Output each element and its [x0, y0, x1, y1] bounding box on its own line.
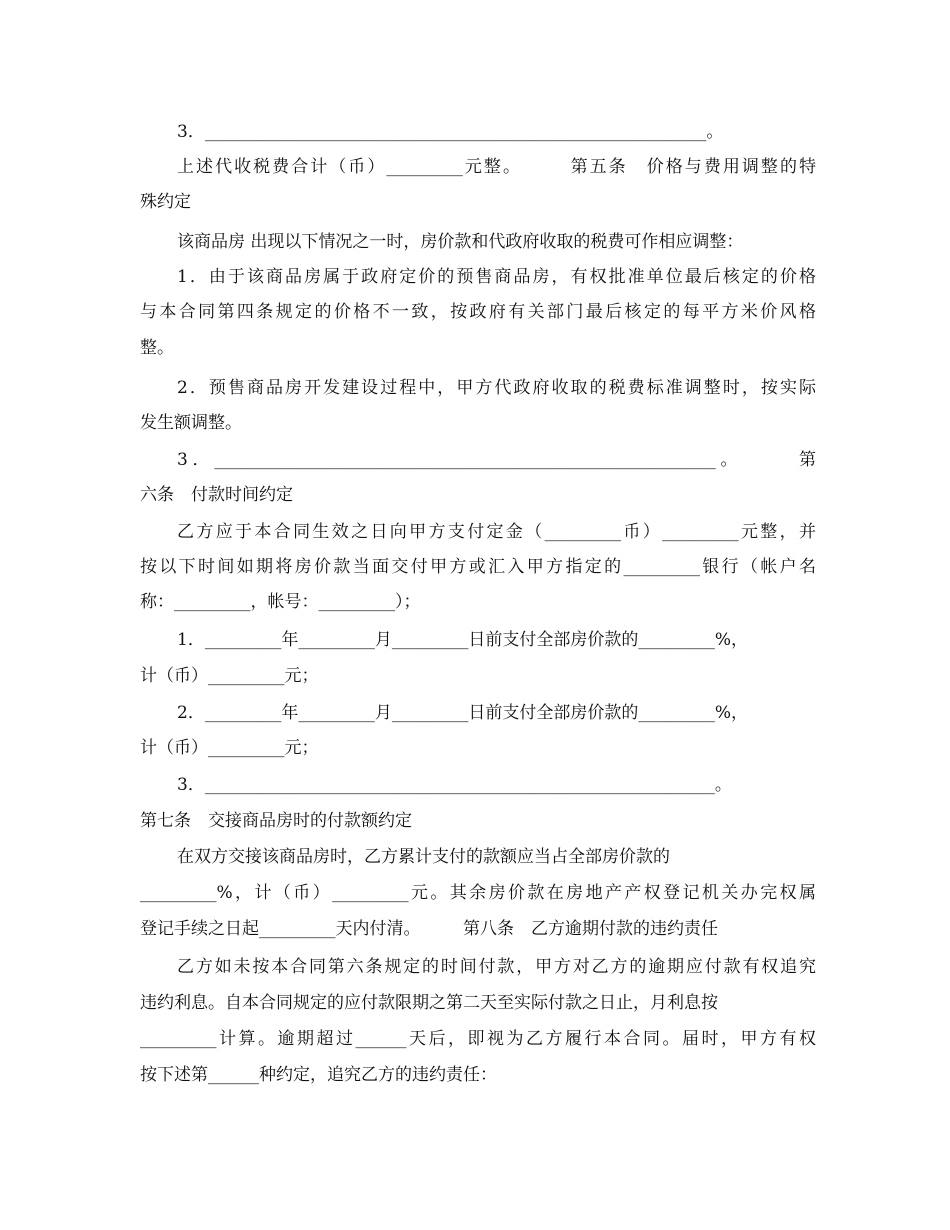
handover-line-2: _________%，计（币）_________元。其余房价款在房地产产权登记机关办完权属: [140, 883, 816, 903]
tax-total-line: 上述代收税费合计（币）_________元整。 第五条 价格与费用调整的特: [177, 157, 816, 177]
adjust-item-1-line-1: 1．由于该商品房属于政府定价的预售商品房，有权批准单位最后核定的价格: [177, 267, 816, 287]
payment-item-2-line-2: 计（币）_________元；: [140, 738, 319, 758]
payment-item-1-line-1: 1．_________年_________月_________日前支付全部房价款的_________%，: [177, 630, 748, 650]
payment-item-2-line-1: 2．_________年_________月_________日前支付全部房价款的_________%，: [177, 703, 748, 723]
adjust-item-1-line-2: 与本合同第四条规定的价格不一致，按政府有关部门最后核定的每平方米价风格: [140, 302, 816, 322]
item-3-tax-line: 3．___________________________________________________________。: [177, 122, 724, 142]
article-6-title: 六条 付款时间约定: [140, 485, 293, 505]
adjust-item-2-line-2: 发生额调整。: [140, 413, 242, 433]
adjust-item-2-line-1: 2．预售商品房开发建设过程中，甲方代政府收取的税费标准调整时，按实际: [177, 378, 816, 398]
deposit-line-1: 乙方应于本合同生效之日向甲方支付定金（_________币）_________元整，并: [177, 522, 816, 542]
handover-line-1: 在双方交接该商品房时，乙方累计支付的款额应当占全部房价款的: [177, 847, 670, 867]
article-5-title-cont: 殊约定: [140, 192, 191, 212]
deposit-line-3: 称：_________，帐号：_________）；: [140, 592, 421, 612]
payment-item-1-line-2: 计（币）_________元；: [140, 666, 319, 686]
overdue-line-1: 乙方如未按本合同第六条规定的时间付款，甲方对乙方的逾期应付款有权追究: [177, 957, 816, 977]
overdue-line-3: _________计算。逾期超过______天后，即视为乙方履行本合同。届时，甲方有权: [140, 1029, 816, 1049]
adjust-item-3-line: 3．___________________________________________________________。 第: [177, 450, 816, 470]
adjust-item-1-line-3: 整。: [140, 338, 174, 358]
payment-item-3-line: 3．____________________________________________________________。: [177, 775, 732, 795]
adjustment-intro: 该商品房 出现以下情况之一时，房价款和代政府收取的税费可作相应调整：: [177, 232, 744, 252]
overdue-line-2: 违约利息。自本合同规定的应付款限期之第二天至实际付款之日止，月利息按: [140, 993, 718, 1013]
overdue-line-4: 按下述第______种约定，追究乙方的违约责任：: [140, 1065, 497, 1085]
handover-line-3: 登记手续之日起_________天内付清。 第八条 乙方逾期付款的违约责任: [140, 919, 718, 939]
deposit-line-2: 按以下时间如期将房价款当面交付甲方或汇入甲方指定的_________银行（帐户名: [140, 557, 816, 577]
article-7-title: 第七条 交接商品房时的付款额约定: [140, 811, 412, 831]
